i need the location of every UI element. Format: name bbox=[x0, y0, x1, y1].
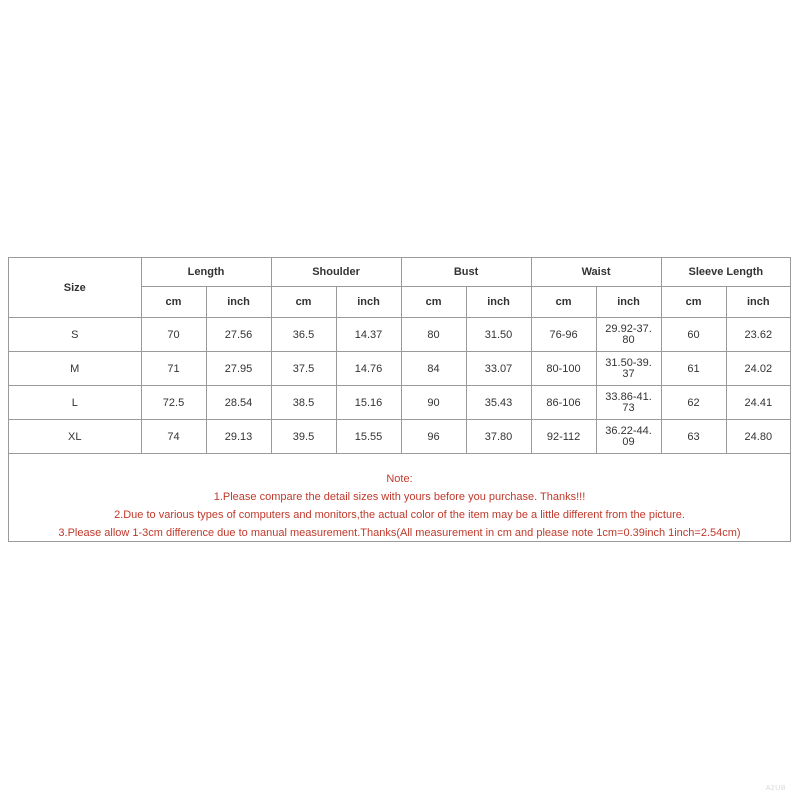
table-cell: 33.07 bbox=[466, 352, 531, 386]
table-cell: 84 bbox=[401, 352, 466, 386]
unit-header: inch bbox=[466, 287, 531, 318]
table-cell bbox=[596, 318, 661, 352]
table-cell: 24.80 bbox=[726, 420, 790, 454]
group-header-row bbox=[9, 258, 790, 287]
size-cell: L bbox=[9, 386, 141, 420]
table-row bbox=[9, 318, 790, 352]
unit-header: cm bbox=[661, 287, 726, 318]
unit-header: cm bbox=[141, 287, 206, 318]
table-cell: 62 bbox=[661, 386, 726, 420]
size-header: Size bbox=[9, 258, 141, 318]
table-cell: 86-106 bbox=[531, 386, 596, 420]
table-cell: 37.80 bbox=[466, 420, 531, 454]
table-cell: 29.13 bbox=[206, 420, 271, 454]
watermark: A2UB bbox=[765, 785, 786, 792]
bust-header: Bust bbox=[401, 258, 531, 287]
size-cell: S bbox=[9, 318, 141, 352]
table-cell: 70 bbox=[141, 318, 206, 352]
sleeve-length-header: Sleeve Length bbox=[661, 258, 790, 287]
table-cell: 24.02 bbox=[726, 352, 790, 386]
unit-header: inch bbox=[596, 287, 661, 318]
wrapped-value: 31.50-39.37 bbox=[605, 356, 652, 380]
table-cell: 60 bbox=[661, 318, 726, 352]
table-cell: 15.55 bbox=[336, 420, 401, 454]
wrapped-value: 29.92-37.80 bbox=[605, 322, 652, 346]
table-cell: 96 bbox=[401, 420, 466, 454]
table-cell: 38.5 bbox=[271, 386, 336, 420]
unit-header: cm bbox=[531, 287, 596, 318]
table-cell: 76-96 bbox=[531, 318, 596, 352]
table-cell: 63 bbox=[661, 420, 726, 454]
table-cell bbox=[596, 352, 661, 386]
table-cell: 28.54 bbox=[206, 386, 271, 420]
table-cell: 71 bbox=[141, 352, 206, 386]
unit-header: inch bbox=[336, 287, 401, 318]
table-cell bbox=[596, 386, 661, 420]
wrapped-value: 33.86-41.73 bbox=[605, 390, 652, 414]
table-row bbox=[9, 420, 790, 454]
size-chart bbox=[8, 257, 791, 542]
table-row bbox=[9, 352, 790, 386]
table-cell: 15.16 bbox=[336, 386, 401, 420]
notes-block bbox=[9, 470, 790, 542]
table-cell: 61 bbox=[661, 352, 726, 386]
length-header: Length bbox=[141, 258, 271, 287]
table-cell: 37.5 bbox=[271, 352, 336, 386]
note-line: 1.Please compare the detail sizes with yours before you purchase. Thanks!!! bbox=[213, 491, 586, 503]
table-cell: 72.5 bbox=[141, 386, 206, 420]
wrapped-value: 36.22-44.09 bbox=[605, 424, 652, 448]
table-cell: 31.50 bbox=[466, 318, 531, 352]
table-cell: 14.37 bbox=[336, 318, 401, 352]
waist-header: Waist bbox=[531, 258, 661, 287]
table-cell: 27.56 bbox=[206, 318, 271, 352]
table-cell: 92-112 bbox=[531, 420, 596, 454]
unit-header: inch bbox=[206, 287, 271, 318]
note-line: 3.Please allow 1-3cm difference due to manual measurement.Thanks(All measurement in cm and please note 1cm=0.39inch 1inch=2.54cm) bbox=[58, 527, 741, 539]
table-cell: 36.5 bbox=[271, 318, 336, 352]
table-cell: 24.41 bbox=[726, 386, 790, 420]
table-cell: 80 bbox=[401, 318, 466, 352]
table-cell: 14.76 bbox=[336, 352, 401, 386]
unit-header: cm bbox=[401, 287, 466, 318]
unit-header: cm bbox=[271, 287, 336, 318]
table-row bbox=[9, 386, 790, 420]
table-cell: 90 bbox=[401, 386, 466, 420]
table-cell: 80-100 bbox=[531, 352, 596, 386]
table-cell: 27.95 bbox=[206, 352, 271, 386]
table-cell bbox=[596, 420, 661, 454]
table-cell: 35.43 bbox=[466, 386, 531, 420]
note-line: 2.Due to various types of computers and monitors,the actual color of the item may be a little different from the picture. bbox=[114, 509, 685, 521]
unit-header: inch bbox=[726, 287, 790, 318]
table-cell: 23.62 bbox=[726, 318, 790, 352]
table-cell: 39.5 bbox=[271, 420, 336, 454]
size-cell: XL bbox=[9, 420, 141, 454]
table-cell: 74 bbox=[141, 420, 206, 454]
size-cell: M bbox=[9, 352, 141, 386]
shoulder-header: Shoulder bbox=[271, 258, 401, 287]
notes-title: Note: bbox=[386, 473, 413, 485]
size-table bbox=[9, 258, 790, 454]
